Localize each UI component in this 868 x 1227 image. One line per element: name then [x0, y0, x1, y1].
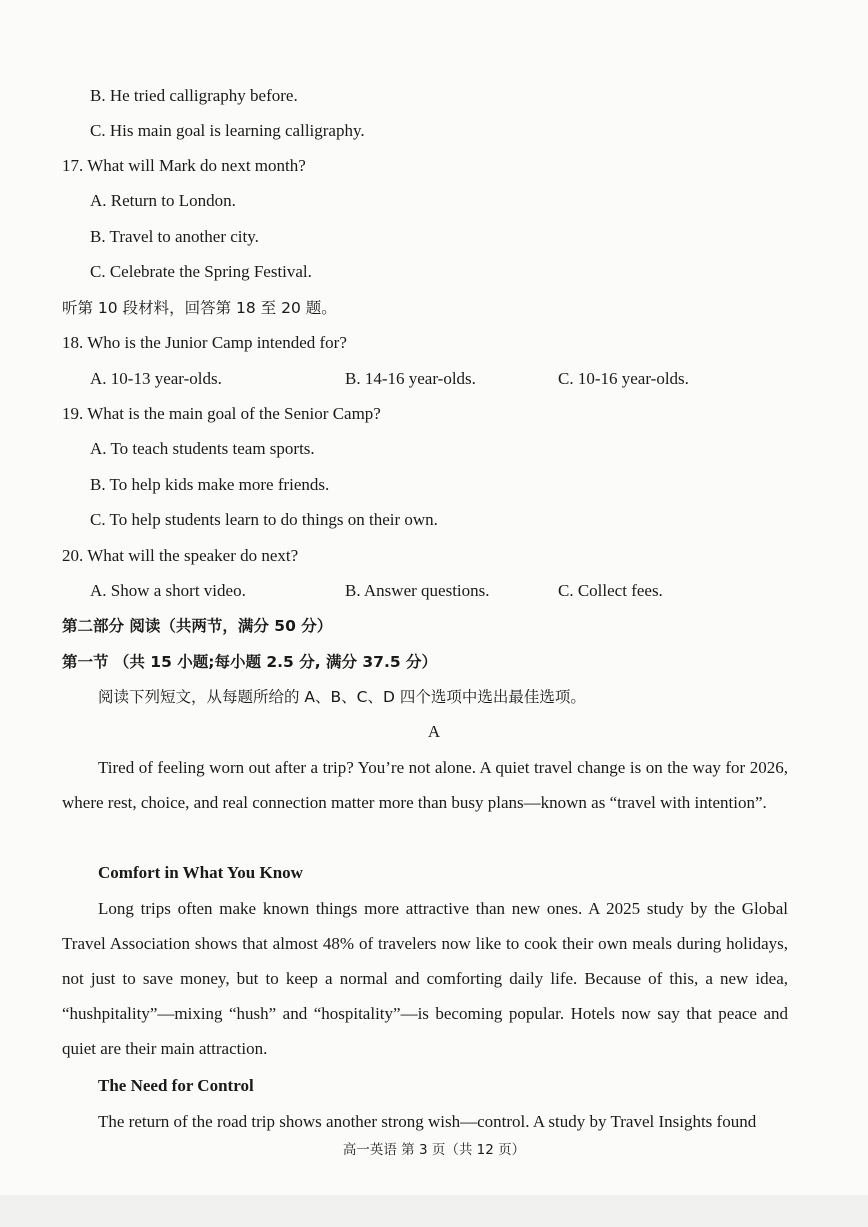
reading-instruction: 阅读下列短文，从每题所给的 A、B、C、D 四个选项中选出最佳选项。	[98, 688, 586, 706]
q18-option-a: A. 10-13 year-olds.	[90, 369, 222, 388]
passage-label: A	[427, 722, 441, 741]
part2-section1-title: 第一节 （共 15 小题;每小题 2.5 分, 满分 37.5 分）	[62, 653, 438, 671]
q16-option-c: C. His main goal is learning calligraphy.	[90, 121, 365, 140]
q19-option-c: C. To help students learn to do things on their own.	[90, 510, 438, 529]
q19-option-a: A. To teach students team sports.	[90, 439, 315, 458]
q16-option-b: B. He tried calligraphy before.	[90, 86, 298, 105]
passage-intro: Tired of feeling worn out after a trip? You’re not alone. A quiet travel change is on the way for 2026, where rest, choice, and real connection matter more than busy plans—known as “travel with intention”.	[62, 758, 788, 812]
q17-option-c: C. Celebrate the Spring Festival.	[90, 262, 312, 281]
q18-option-c: C. 10-16 year-olds.	[558, 369, 689, 388]
q17-option-a: A. Return to London.	[90, 191, 236, 210]
q19-stem: 19. What is the main goal of the Senior Camp?	[62, 404, 381, 423]
passage-paragraph-2: The return of the road trip shows another strong wish—control. A study by Travel Insights found	[98, 1112, 757, 1131]
page-footer: 高一英语 第 3 页（共 12 页）	[342, 1142, 526, 1158]
scan-bottom-edge	[0, 1195, 868, 1227]
q17-option-b: B. Travel to another city.	[90, 227, 259, 246]
q18-option-b: B. 14-16 year-olds.	[345, 369, 476, 388]
passage-heading-comfort: Comfort in What You Know	[98, 863, 303, 882]
passage-heading-control: The Need for Control	[98, 1076, 254, 1095]
q18-stem: 18. Who is the Junior Camp intended for?	[62, 333, 347, 352]
q19-option-b: B. To help kids make more friends.	[90, 475, 330, 494]
q20-option-c: C. Collect fees.	[558, 581, 663, 600]
part2-title: 第二部分 阅读（共两节，满分 50 分）	[62, 617, 333, 635]
passage-paragraph-1: Long trips often make known things more attractive than new ones. A 2025 study by the Global Travel Association shows that almost 48% of travelers now like to cook their own meals during holidays, not just to save money, but to keep a normal and comforting daily life. Because of this, a new idea, “hushpitality”—mixing “hush” and “hospitality”—is becoming popular. Hotels now say that peace and quiet are their main attraction.	[62, 899, 788, 1058]
section-10-instruction: 听第 10 段材料，回答第 18 至 20 题。	[62, 299, 337, 317]
q17-stem: 17. What will Mark do next month?	[62, 156, 306, 175]
q20-stem: 20. What will the speaker do next?	[62, 546, 299, 565]
q20-option-a: A. Show a short video.	[90, 581, 246, 600]
q20-option-b: B. Answer questions.	[345, 581, 490, 600]
